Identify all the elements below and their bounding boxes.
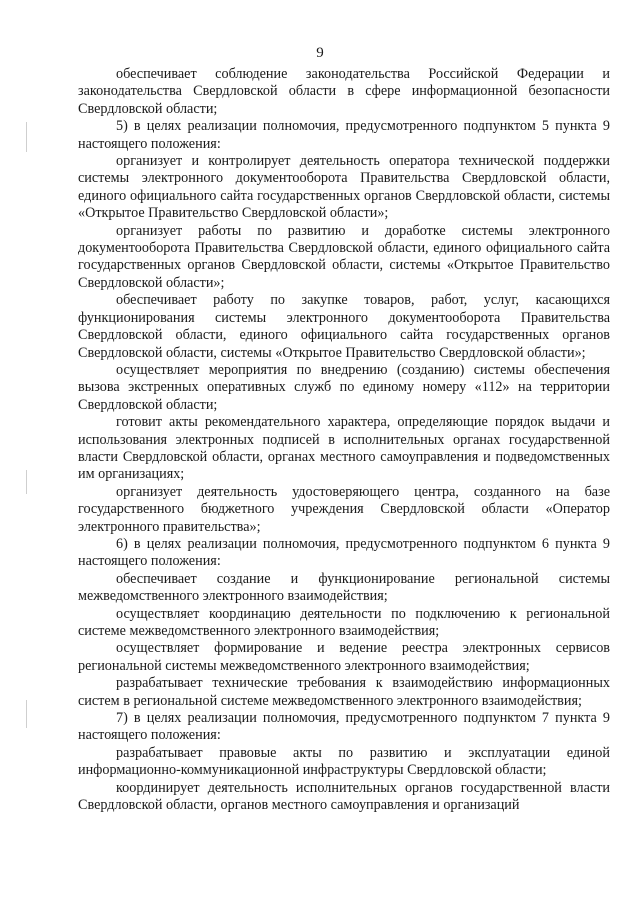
paragraph: координирует деятельность исполнительных органов государственной власти Свердловской области, органов местного самоуправления и организаций: [78, 779, 610, 814]
document-body: [78, 66, 610, 814]
page-number: 9: [316, 45, 324, 61]
paragraph: организует деятельность удостоверяющего центра, созданного на базе государственного бюджетного учреждения Свердловской области «Оператор электронного правительства»;: [78, 483, 610, 535]
paragraph: организует работы по развитию и доработке системы электронного документооборота Правительства Свердловской области, единого официального сайта государственных органов Свердловской области, системы «Открытое Правительство Свердловской области»;: [78, 222, 610, 291]
paragraph: осуществляет формирование и ведение реестра электронных сервисов региональной системы межведомственного электронного взаимодействия;: [78, 640, 610, 674]
paragraph: осуществляет координацию деятельности по подключению к региональной системе межведомственного электронного взаимодействия;: [78, 605, 610, 639]
paragraph: 7) в целях реализации полномочия, предусмотренного подпунктом 7 пункта 9 настоящего положения:: [78, 710, 610, 744]
paragraph: обеспечивает соблюдение законодательства Российской Федерации и законодательства Свердловской области в сфере информационной безопасности Свердловской области;: [78, 66, 610, 117]
paragraph: разрабатывает правовые акты по развитию и эксплуатации единой информационно-коммуникационной инфраструктуры Свердловской области;: [78, 744, 610, 779]
scan-margin-mark: [26, 470, 27, 494]
paragraph: обеспечивает работу по закупке товаров, работ, услуг, касающихся функционирования системы электронного документооборота Правительства Свердловской области, единого официального сайта государственных органов Свердловской области, системы «Открытое Правительство Свердловской области»;: [78, 292, 610, 361]
scan-margin-mark: [26, 122, 27, 152]
paragraph: обеспечивает создание и функционирование региональной системы межведомственного электронного взаимодействия;: [78, 570, 610, 605]
paragraph: организует и контролирует деятельность оператора технической поддержки системы электронного документооборота Правительства Свердловской области, единого официального сайта государственных органов Свердловской области, системы «Открытое Правительство Свердловской области»;: [78, 153, 610, 222]
paragraph: 5) в целях реализации полномочия, предусмотренного подпунктом 5 пункта 9 настоящего положения:: [78, 118, 610, 152]
scan-margin-mark: [26, 700, 27, 728]
paragraph: разрабатывает технические требования к взаимодействию информационных систем в региональной системе межведомственного электронного взаимодействия;: [78, 675, 610, 709]
paragraph: готовит акты рекомендательного характера, определяющие порядок выдачи и использования электронных подписей в исполнительных органах государственной власти Свердловской области, органах местного самоуправления и подведомственных им организациях;: [78, 414, 610, 483]
paragraph: 6) в целях реализации полномочия, предусмотренного подпунктом 6 пункта 9 настоящего положения:: [78, 535, 610, 570]
paragraph: осуществляет мероприятия по внедрению (созданию) системы обеспечения вызова экстренных оперативных служб по единому номеру «112» на территории Свердловской области;: [78, 361, 610, 413]
